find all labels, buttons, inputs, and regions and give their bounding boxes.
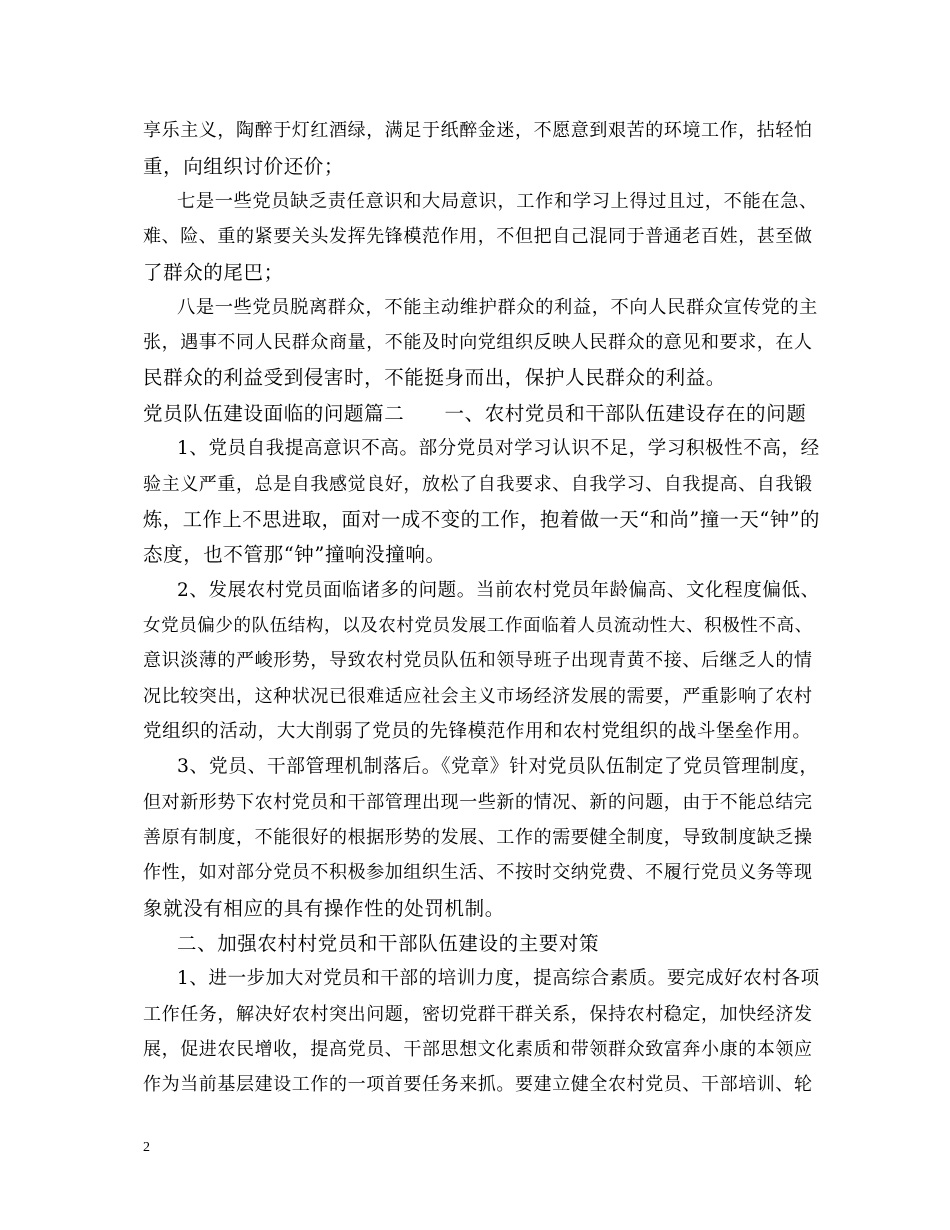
text-line: 但对新形势下农村党员和干部管理出现一些新的情况、新的问题，由于不能总结完 (143, 792, 813, 813)
text-line: 2、发展农村党员面临诸多的问题。当前农村党员年龄偏高、文化程度偏低、 (177, 580, 820, 601)
section-heading: 党员队伍建设面临的问题篇二 一、农村党员和干部队伍建设存在的问题 (143, 402, 807, 425)
text-line: 党组织的活动，大大削弱了党员的先锋模范作用和农村党组织的战斗堡垒作用。 (143, 721, 812, 742)
text-line: 态度，也不管那“钟”撞响没撞响。 (143, 543, 446, 566)
text-line: 难、险、重的紧要关头发挥先锋模范作用，不但把自己混同于普通老百姓，甚至做 (143, 226, 813, 247)
text-line: 了群众的尾巴； (143, 261, 284, 284)
text-line: 3、党员、干部管理机制落后。《党章》针对党员队伍制定了党员管理制度， (177, 756, 819, 777)
text-line: 享乐主义，陶醉于灯红酒绿，满足于纸醉金迷，不愿意到艰苦的环境工作，拈轻怕 (143, 120, 813, 141)
text-line: 八是一些党员脱离群众，不能主动维护群众的利益，不向人民群众宣传党的主 (177, 297, 818, 318)
text-line: 民群众的利益受到侵害时，不能挺身而出，保护人民群众的利益。 (143, 366, 726, 389)
text-line: 重，向组织讨价还价； (143, 155, 345, 178)
page-number: 2 (143, 1140, 150, 1155)
text-line: 七是一些党员缺乏责任意识和大局意识，工作和学习上得过且过，不能在急、 (177, 191, 818, 212)
text-line: 炼，工作上不思进取，面对一成不变的工作，抱着做一天“和尚”撞一天“钟”的 (143, 508, 820, 531)
text-line: 工作任务，解决好农村突出问题，密切党群干群关系，保持农村稳定，加快经济发 (143, 1004, 813, 1025)
text-line: 象就没有相应的具有操作性的处罚机制。 (143, 897, 505, 920)
text-line: 作为当前基层建设工作的一项首要任务来抓。要建立健全农村党员、干部培训、轮 (143, 1074, 813, 1095)
text-line: 验主义严重，总是自我感觉良好，放松了自我要求、自我学习、自我提高、自我锻 (143, 474, 813, 495)
text-line: 作性，如对部分党员不积极参加组织生活、不按时交纳党费、不履行党员义务等现 (143, 862, 813, 883)
section-heading: 二、加强农村村党员和干部队伍建设的主要对策 (177, 932, 600, 955)
text-line: 善原有制度，不能很好的根据形势的发展、工作的需要健全制度，导致制度缺乏操 (143, 827, 813, 848)
text-line: 1、党员自我提高意识不高。部分党员对学习认识不足，学习积极性不高，经 (177, 438, 820, 459)
text-line: 况比较突出，这种状况已很难适应社会主义市场经济发展的需要，严重影响了农村 (143, 686, 813, 707)
text-line: 展，促进农民增收，提高党员、干部思想文化素质和带领群众致富奔小康的本领应 (143, 1039, 813, 1060)
text-line: 女党员偏少的队伍结构，以及农村党员发展工作面临着人员流动性大、积极性不高、 (143, 616, 813, 636)
text-line: 意识淡薄的严峻形势，导致农村党员队伍和领导班子出现青黄不接、后继乏人的情 (143, 650, 813, 671)
text-line: 1、进一步加大对党员和干部的培训力度，提高综合素质。要完成好农村各项 (177, 968, 820, 989)
text-line: 张，遇事不同人民群众商量，不能及时向党组织反映人民群众的意见和要求，在人 (143, 332, 813, 353)
